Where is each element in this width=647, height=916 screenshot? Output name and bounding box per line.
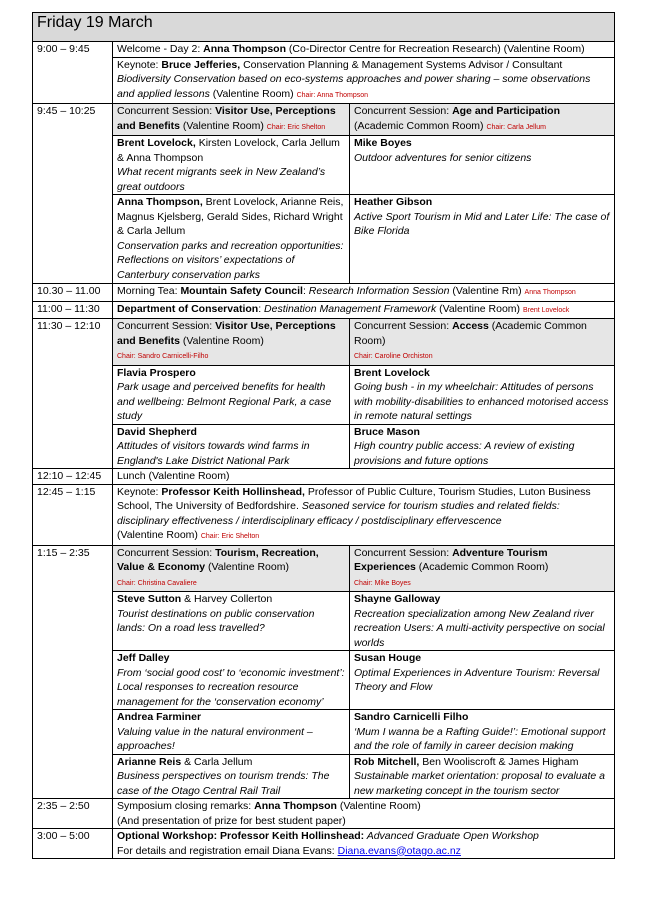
author-name: Rob Mitchell, (354, 755, 420, 768)
paper-title: High country public access: A review of existing provisions and future options (354, 440, 575, 467)
paper-cell (350, 136, 615, 195)
schedule-row (33, 136, 615, 195)
day-header-row (33, 13, 615, 42)
paper-cell (350, 424, 615, 469)
paper-cell (113, 651, 350, 710)
email-link[interactable]: Diana.evans@otago.ac.nz (337, 844, 461, 857)
chair-label: Chair: Eric Shelton (266, 123, 326, 131)
schedule-table (32, 12, 615, 859)
author-name: Brent Lovelock (354, 366, 430, 379)
keynote-cell: Keynote: Bruce Jefferies, Conservation Planning & Management Systems Advisor / Consultant Biodiversity Conservation based on eco-systems approaches and power sharing – some observations and applied lessons (Valentine Room) Chair: Anna Thompson (113, 57, 615, 104)
session-header: Concurrent Session: Tourism, Recreation, Value & Economy (Valentine Room) Chair: Christina Cavaliere (113, 545, 350, 592)
author-name: Sandro Carnicelli Filho (354, 711, 469, 723)
event-name: Department of Conservation (117, 302, 259, 315)
welcome-cell: Welcome - Day 2: Anna Thompson (Co-Director Centre for Recreation Research) (Valentine Room) (113, 42, 615, 58)
time-slot: 2:35 – 2:50 (33, 799, 113, 829)
schedule-row (33, 319, 615, 366)
schedule-row (33, 57, 615, 104)
schedule-row (33, 42, 615, 58)
author-name: Heather Gibson (354, 196, 433, 208)
paper-title: Park usage and perceived benefits for health and wellbeing: Belmont Regional Park, a case study (117, 381, 332, 422)
time-slot: 12:45 – 1:15 (33, 484, 113, 545)
paper-cell: Rob Mitchell, Ben Wooliscroft & James Higham Sustainable market orientation: proposal to evaluate a new marketing concept in the tourism sector (350, 754, 615, 799)
keynote-cell: Keynote: Professor Keith Hollinshead, Professor of Public Culture, Tourism Studies, Luton Business School, The University of Bedfordshire. Seasoned service for tourism studies and related fields: disciplinary effectiveness / interdisciplinary efficacy / postdisciplinary effervescence (Valentine Room) Chair: Eric Shelton (113, 484, 615, 545)
paper-cell (350, 365, 615, 424)
paper-cell: Brent Lovelock, Kirsten Lovelock, Carla Jellum & Anna Thompson What recent migrants seek in New Zealand’s great outdoors (113, 136, 350, 195)
schedule-row (33, 754, 615, 799)
paper-cell (113, 710, 350, 755)
time-slot: 1:15 – 2:35 (33, 545, 113, 799)
paper-cell (350, 592, 615, 651)
author-name: Anna Thompson, (117, 196, 203, 208)
schedule-row (33, 301, 615, 319)
schedule-row (33, 545, 615, 592)
author-name: Mike Boyes (354, 137, 412, 149)
schedule-row (33, 484, 615, 545)
chair-label: Chair: Caroline Orchiston (354, 353, 433, 360)
chair-label: Chair: Mike Boyes (354, 579, 411, 587)
paper-cell: Steve Sutton & Harvey Collerton Tourist destinations on public conservation lands: On a road less travelled? (113, 592, 350, 651)
session-header: Concurrent Session: Age and Participation (Academic Common Room) Chair: Carla Jellum (350, 104, 615, 136)
author-name: Brent Lovelock, (117, 137, 196, 149)
speaker-name: Anna Thompson (203, 43, 286, 55)
paper-title: Optimal Experiences in Adventure Tourism: Reversal Theory and Flow (354, 666, 600, 693)
chair-label: Chair: Sandro Carnicelli-Filho (117, 353, 209, 360)
speaker-name: Anna Thompson (254, 800, 337, 812)
session-name: Visitor Use, Perceptions and Benefits (117, 320, 336, 347)
paper-title: Conservation parks and recreation opportunities: Reflections on visitors’ expectations of Canterbury conservation parks (117, 239, 344, 281)
author-name: Jeff Dalley (117, 652, 170, 664)
schedule-row (33, 829, 615, 859)
event-name: Optional Workshop: Professor Keith Hollinshead: (117, 830, 365, 842)
paper-title: Tourist destinations on public conservation lands: On a road less travelled? (117, 607, 315, 634)
chair-label: Anna Thompson (524, 289, 576, 296)
time-slot: 10.30 – 11.00 (33, 284, 113, 302)
time-slot: 9:45 – 10:25 (33, 104, 113, 284)
closing-cell: Symposium closing remarks: Anna Thompson (Valentine Room) (And presentation of prize for best student paper) (113, 799, 615, 829)
author-name: Shayne Galloway (354, 593, 441, 605)
paper-title: Recreation specialization among New Zealand river recreation Users: A multi-activity perspective on social worlds (354, 607, 605, 649)
paper-title: Active Sport Tourism in Mid and Later Life: The case of Bike Florida (354, 210, 610, 237)
paper-title: What recent migrants seek in New Zealand’s great outdoors (117, 166, 326, 193)
session-name: Age and Participation (452, 105, 560, 117)
schedule-row (33, 365, 615, 424)
time-slot: 11:00 – 11:30 (33, 301, 113, 319)
chair-label: Chair: Anna Thompson (296, 91, 369, 99)
session-name: Tourism, Recreation, Value & Economy (117, 546, 319, 573)
paper-cell (113, 424, 350, 469)
event-cell: Morning Tea: Mountain Safety Council: Research Information Session (Valentine Rm) Anna Thompson (113, 284, 615, 302)
schedule-row (33, 424, 615, 469)
author-name: Andrea Farminer (117, 711, 202, 723)
paper-title: Going bush - in my wheelchair: Attitudes of persons with mobility-disabilities to enhanced motorised access in remote natural settings (354, 381, 609, 422)
paper-title: Attitudes of visitors towards wind farms in England's Lake District National Park (117, 440, 310, 467)
time-slot: 11:30 – 12:10 (33, 319, 113, 469)
paper-cell (350, 651, 615, 710)
event-title: Research Information Session (308, 285, 450, 297)
session-name: Visitor Use, Perceptions and Benefits (117, 105, 336, 132)
schedule-row (33, 469, 615, 485)
paper-title: ‘Mum I wanna be a Rafting Guide!’: Emotional support and the role of family in career decision making (354, 725, 606, 752)
author-name: Arianne Reis (117, 755, 182, 768)
session-name: Adventure Tourism Experiences (354, 546, 548, 573)
chair-label: Brent Lovelock (522, 306, 570, 314)
speaker-name: Bruce Jefferies, (161, 58, 241, 71)
event-title: Destination Management Framework (264, 302, 437, 315)
event-title: Advanced Graduate Open Workshop (364, 830, 539, 842)
lunch-cell: Lunch (Valentine Room) (113, 469, 615, 485)
session-header: Concurrent Session: Visitor Use, Perceptions and Benefits (Valentine Room) Chair: Sandro Carnicelli-Filho (113, 319, 350, 366)
speaker-name: Professor Keith Hollinshead, (161, 485, 305, 498)
talk-title: Biodiversity Conservation based on eco-systems approaches and power sharing – some observations and applied lessons (117, 73, 591, 100)
chair-label: Chair: Carla Jellum (486, 123, 546, 131)
paper-title: Business perspectives on tourism trends: The case of the Otago Central Rail Trail (117, 770, 330, 797)
author-name: Susan Houge (354, 652, 422, 664)
session-header: Concurrent Session: Visitor Use, Perceptions and Benefits (Valentine Room) Chair: Eric Shelton (113, 104, 350, 136)
session-name: Access (452, 320, 489, 332)
schedule-row (33, 195, 615, 284)
paper-title: Outdoor adventures for senior citizens (354, 151, 532, 164)
author-name: Bruce Mason (354, 425, 420, 438)
schedule-row (33, 284, 615, 302)
event-name: Mountain Safety Council (180, 285, 303, 297)
paper-cell (350, 195, 615, 284)
paper-title: Valuing value in the natural environment – approaches! (117, 725, 313, 752)
paper-title: Sustainable market orientation: proposal to evaluate a new marketing concept in the tourism sector (354, 770, 605, 797)
time-slot: 9:00 – 9:45 (33, 42, 113, 104)
schedule-row (33, 651, 615, 710)
workshop-cell: Optional Workshop: Professor Keith Hollinshead: Advanced Graduate Open Workshop For details and registration email Diana Evans: Diana.evans@otago.ac.nz (113, 829, 615, 859)
session-header: Concurrent Session: Adventure Tourism Experiences (Academic Common Room) Chair: Mike Boyes (350, 545, 615, 592)
paper-cell: Arianne Reis & Carla Jellum Business perspectives on tourism trends: The case of the Otago Central Rail Trail (113, 754, 350, 799)
schedule-row (33, 104, 615, 136)
time-slot: 12:10 – 12:45 (33, 469, 113, 485)
day-title: Friday 19 March (33, 13, 615, 42)
paper-cell (350, 710, 615, 755)
schedule-row (33, 710, 615, 755)
session-header: Concurrent Session: Access (Academic Common Room) Chair: Caroline Orchiston (350, 319, 615, 366)
author-name: Flavia Prospero (117, 366, 196, 379)
chair-label: Chair: Christina Cavaliere (117, 579, 197, 587)
talk-title: Seasoned service for tourism studies and related fields: disciplinary effectiveness / interdisciplinary efficacy / postdisciplinary effervescence (117, 500, 560, 527)
schedule-row (33, 799, 615, 829)
chair-label: Chair: Eric Shelton (200, 533, 260, 540)
paper-cell: Anna Thompson, Brent Lovelock, Arianne Reis, Magnus Kjelsberg, Gerald Sides, Richard Wright & Carla Jellum Conservation parks and recreation opportunities: Reflections on visitors’ expectations of Canterbury conservation parks (113, 195, 350, 284)
paper-title: From ‘social good cost’ to ‘economic investment’: Local responses to recreation resource management for the ‘conservation economy’ (117, 666, 345, 708)
paper-cell (113, 365, 350, 424)
author-name: Steve Sutton (117, 593, 182, 605)
schedule-row (33, 592, 615, 651)
event-cell: Department of Conservation: Destination Management Framework (Valentine Room) Brent Lovelock (113, 301, 615, 319)
time-slot: 3:00 – 5:00 (33, 829, 113, 859)
author-name: David Shepherd (117, 425, 197, 438)
